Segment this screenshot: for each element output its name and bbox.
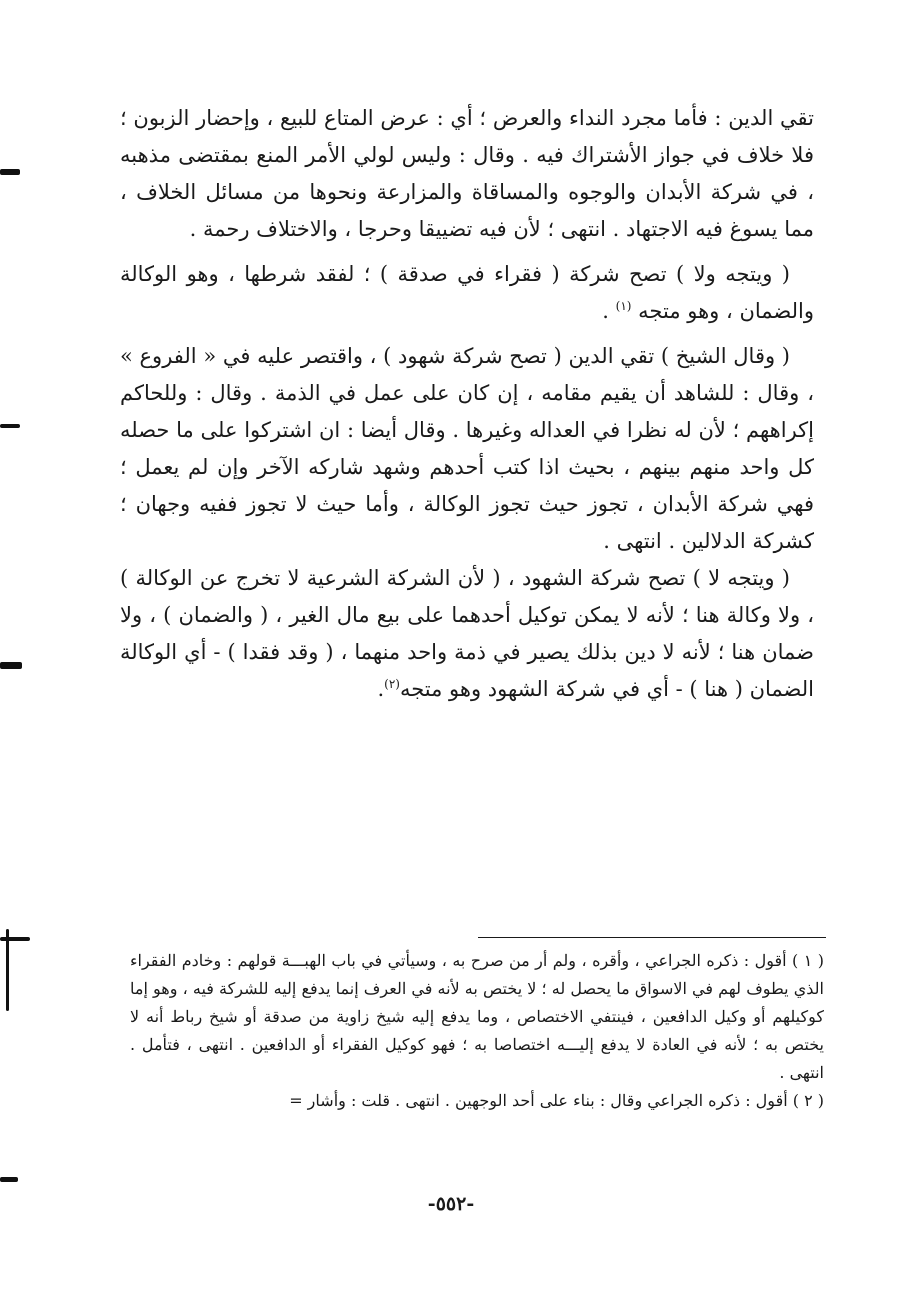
edge-mark-3: [0, 662, 22, 669]
main-text: [120, 100, 814, 708]
paragraph-1: تقي الدين : فأما مجرد النداء والعرض ؛ أي : عرض المتاع للبيع ، وإحضار الزبون ؛ فلا خلاف في جواز الأشتراك فيه . وقال : وليس لولي الأمر المنع بمقتضى مذهبه ، في شركة الأبدان والوجوه والمساقاة والمزارعة ونحوها من مسائل الخلاف ، مما يسوغ فيه الاجتهاد . انتهى ؛ لأن فيه تضييقا وحرجا ، والاختلاف رحمة .: [120, 106, 814, 241]
paragraph-gap: [120, 330, 814, 338]
edge-mark-5: [6, 929, 9, 1011]
footnote-1: ( ١ ) أقول : ذكره الجراعي ، وأقره ، ولم أر من صرح به ، وسيأتي في باب الهبـــة قولهم : وخادم الفقراء الذي يطوف لهم في الاسواق ما يحصل له ؛ لا يختص به لأنه في العرف إنما يدفع إليه للشركة فيه ، وهو إما كوكيلهم أو وكيل الدافعين ، فينتفي الاختصاص ، وما يدفع إليه شيخ زاوية من صدقة أو شيخ رباط أنه لا يختص به ؛ لأنه في العادة لا يدفع إليـــه اختصاصا به ؛ فهو كوكيل الفقراء أو الدافعين . انتهى ، فتأمل . انتهى .: [130, 951, 824, 1082]
paragraph-4-text: ( ويتجه لا ) تصح شركة الشهود ، ( لأن الشركة الشرعية لا تخرج عن الوكالة ) ، ولا وكالة هنا ؛ لأنه لا يمكن توكيل أحدهما على بيع مال الغير ، ( والضمان ) ، ولا ضمان هنا ؛ لأنه لا دين بذلك يصير في ذمة واحد منهما ، ( وقد فقدا ) - أي الوكالة الضمان ( هنا ) - أي في شركة الشهود وهو متجه: [120, 566, 814, 701]
paragraph-4-period: .: [377, 677, 385, 701]
edge-mark-2: [0, 424, 20, 428]
paragraph-gap: [120, 248, 814, 256]
footnotes: [130, 947, 824, 1115]
edge-mark-4: [0, 937, 30, 941]
edge-mark-1: [0, 169, 20, 175]
page-number: -٥٥٢-: [427, 1193, 475, 1215]
paragraph-3: ( وقال الشيخ ) تقي الدين ( تصح شركة شهود ) ، واقتصر عليه في « الفروع » ، وقال : للشاهد أن يقيم مقامه ، إن كان على عمل في الذمة . وقال : وللحاكم إكراههم ؛ لأن له نظرا في العداله وغيرها . وقال أيضا : ان اشتركوا على ما حصله كل واحد منهم بينهم ، بحيث اذا كتب أحدهم وشهد شاركه الآخر وإن لم يعمل ؛ فهي شركة الأبدان ، تجوز حيث تجوز الوكالة ، وأما حيث لا تجوز ففيه وجهان ؛ كشركة الدلالين . انتهى .: [120, 344, 814, 553]
paragraph-2-text: ( ويتجه ولا ) تصح شركة ( فقراء في صدقة ) ؛ لفقد شرطها ، وهو الوكالة والضمان ، وهو متجه: [120, 262, 814, 323]
footnote-ref-1: (١): [615, 299, 632, 313]
paragraph-4: [120, 560, 814, 708]
paragraph-2-period: .: [602, 299, 609, 323]
footnote-separator: [478, 937, 826, 938]
footnote-2: ( ٢ ) أقول : ذكره الجراعي وقال : بناء على أحد الوجهين . انتهى . قلت : وأشار =: [289, 1091, 824, 1110]
edge-mark-6: [0, 1177, 18, 1182]
footnote-ref-2: (٢): [384, 677, 400, 691]
paragraph-2: [120, 256, 814, 330]
